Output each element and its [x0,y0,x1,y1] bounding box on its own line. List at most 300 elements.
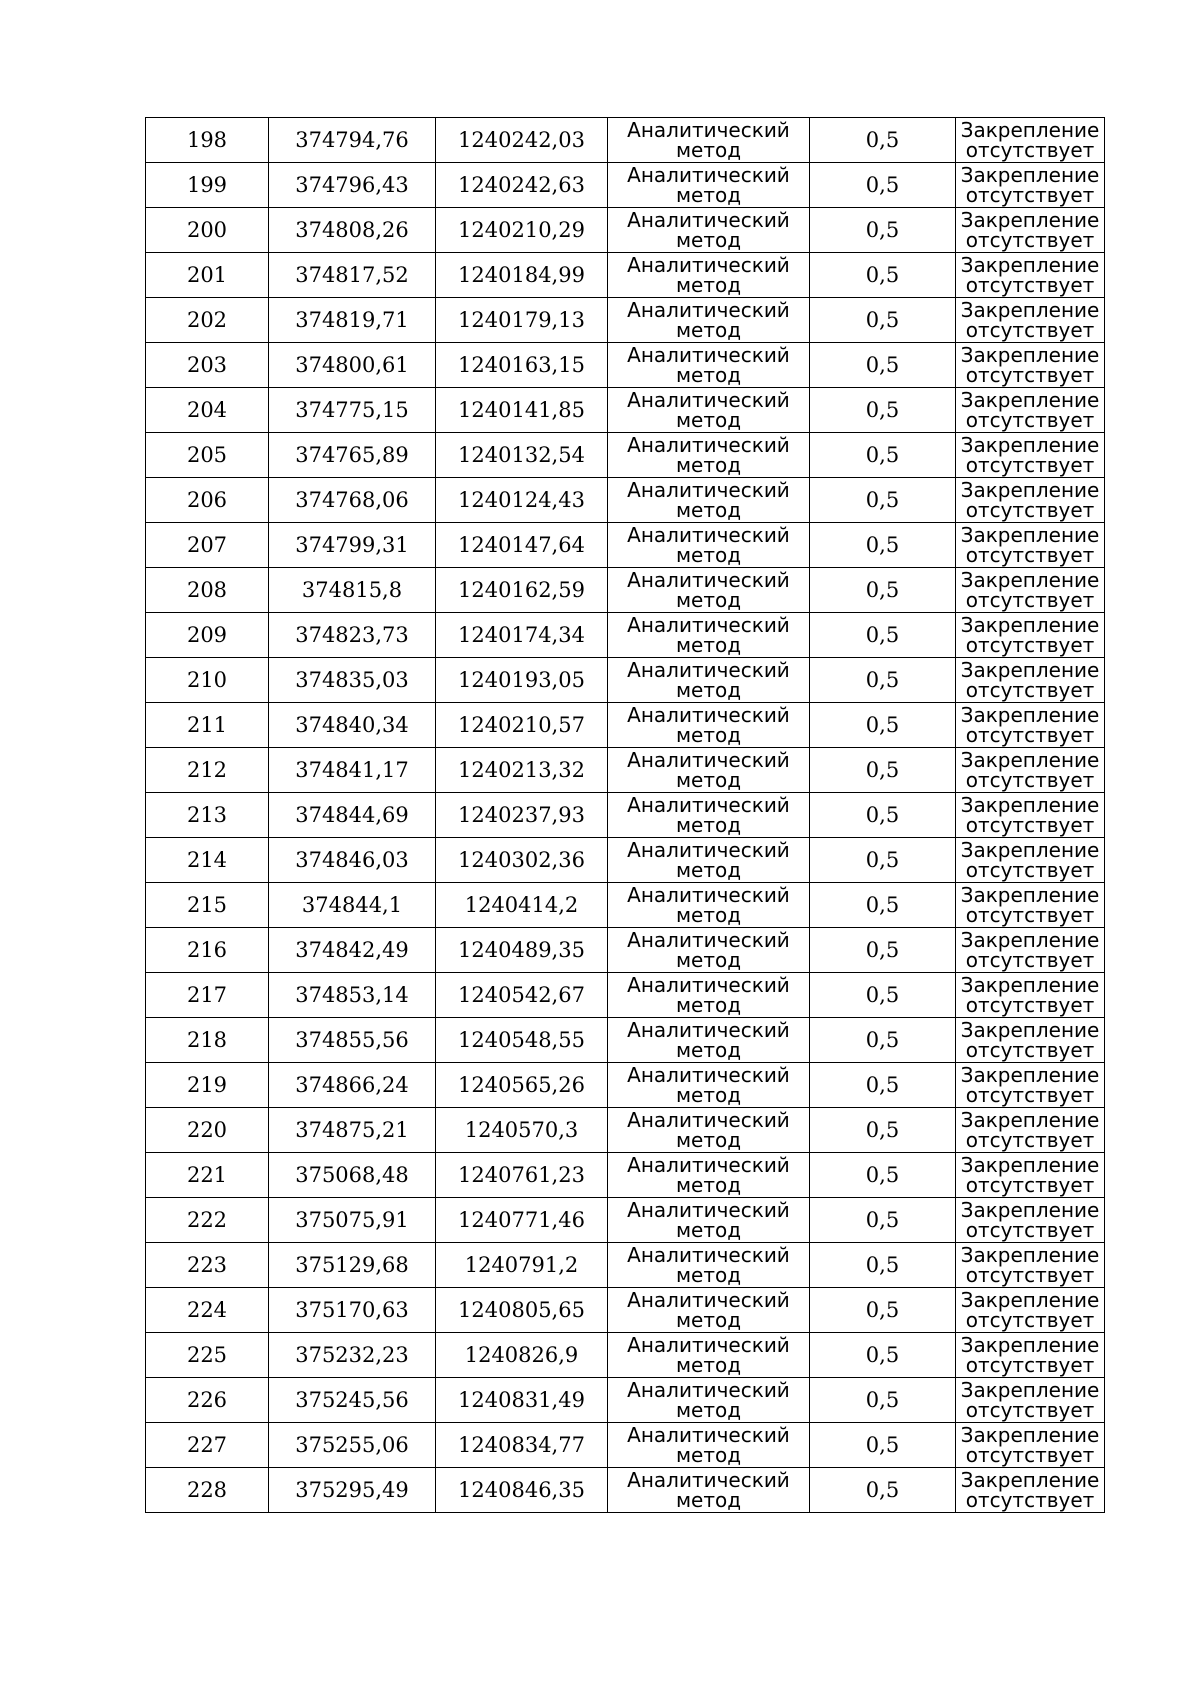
accuracy-cell: 0,5 [810,1198,956,1243]
y-coordinate-cell: 1240179,13 [436,298,608,343]
fixing-line: отсутствует [965,273,1095,297]
point-number-cell: 205 [146,433,269,478]
point-number-cell: 211 [146,703,269,748]
fixing-line: отсутствует [965,228,1095,252]
table-row [146,1198,1105,1243]
accuracy-cell: 0,5 [810,613,956,658]
x-coordinate-cell: 375295,49 [269,1468,436,1513]
method-cell [608,433,810,478]
point-number-cell: 217 [146,973,269,1018]
method-cell [608,388,810,433]
table-row [146,1108,1105,1153]
point-number-cell: 225 [146,1333,269,1378]
method-line: Аналитический [627,838,790,862]
fixing-cell [956,298,1105,343]
point-number-cell: 215 [146,883,269,928]
method-line: Аналитический [627,883,790,907]
point-number-cell: 221 [146,1153,269,1198]
fixing-line: Закрепление [960,1108,1100,1132]
fixing-line: отсутствует [965,408,1095,432]
fixing-line: Закрепление [960,208,1100,232]
accuracy-cell: 0,5 [810,793,956,838]
method-cell [608,523,810,568]
x-coordinate-cell: 374796,43 [269,163,436,208]
x-coordinate-cell: 375245,56 [269,1378,436,1423]
point-number-cell: 201 [146,253,269,298]
y-coordinate-cell: 1240826,9 [436,1333,608,1378]
y-coordinate-cell: 1240565,26 [436,1063,608,1108]
method-cell [608,838,810,883]
fixing-line: Закрепление [960,1153,1100,1177]
method-line: Аналитический [627,1378,790,1402]
fixing-cell [956,568,1105,613]
x-coordinate-cell: 374846,03 [269,838,436,883]
fixing-line: Закрепление [960,838,1100,862]
method-cell [608,793,810,838]
coordinates-table [145,117,1105,1513]
method-cell [608,973,810,1018]
fixing-cell [956,1378,1105,1423]
method-cell [608,1468,810,1513]
point-number-cell: 198 [146,118,269,163]
x-coordinate-cell: 375075,91 [269,1198,436,1243]
x-coordinate-cell: 374800,61 [269,343,436,388]
table-row [146,658,1105,703]
method-cell [608,748,810,793]
method-line: Аналитический [627,478,790,502]
fixing-cell [956,1063,1105,1108]
method-line: Аналитический [627,793,790,817]
method-line: метод [675,1263,742,1287]
method-line: метод [675,1218,742,1242]
method-line: метод [675,138,742,162]
fixing-line: Закрепление [960,343,1100,367]
point-number-cell: 220 [146,1108,269,1153]
point-number-cell: 219 [146,1063,269,1108]
fixing-line: отсутствует [965,1128,1095,1152]
fixing-line: отсутствует [965,1083,1095,1107]
fixing-line: отсутствует [965,723,1095,747]
accuracy-cell: 0,5 [810,1423,956,1468]
method-cell [608,163,810,208]
table-row [146,703,1105,748]
method-line: метод [675,1038,742,1062]
method-line: метод [675,543,742,567]
method-line: метод [675,1443,742,1467]
x-coordinate-cell: 375232,23 [269,1333,436,1378]
method-line: Аналитический [627,1333,790,1357]
method-line: Аналитический [627,343,790,367]
method-line: Аналитический [627,568,790,592]
y-coordinate-cell: 1240210,29 [436,208,608,253]
fixing-cell [956,1333,1105,1378]
fixing-line: Закрепление [960,1243,1100,1267]
method-line: метод [675,1488,742,1512]
fixing-cell [956,523,1105,568]
accuracy-cell: 0,5 [810,343,956,388]
method-line: метод [675,453,742,477]
fixing-line: отсутствует [965,1218,1095,1242]
method-line: Аналитический [627,1243,790,1267]
method-cell [608,478,810,523]
fixing-cell [956,118,1105,163]
accuracy-cell: 0,5 [810,478,956,523]
point-number-cell: 207 [146,523,269,568]
fixing-line: Закрепление [960,613,1100,637]
fixing-line: Закрепление [960,433,1100,457]
fixing-cell [956,1288,1105,1333]
method-cell [608,658,810,703]
accuracy-cell: 0,5 [810,1378,956,1423]
method-line: метод [675,678,742,702]
fixing-cell [956,1423,1105,1468]
method-line: Аналитический [627,1423,790,1447]
table-row [146,523,1105,568]
accuracy-cell: 0,5 [810,703,956,748]
table-row [146,568,1105,613]
x-coordinate-cell: 374823,73 [269,613,436,658]
method-line: метод [675,948,742,972]
table-row [146,1378,1105,1423]
method-line: метод [675,993,742,1017]
accuracy-cell: 0,5 [810,1243,956,1288]
point-number-cell: 218 [146,1018,269,1063]
fixing-cell [956,703,1105,748]
point-number-cell: 209 [146,613,269,658]
method-cell [608,1423,810,1468]
fixing-line: Закрепление [960,1468,1100,1492]
accuracy-cell: 0,5 [810,658,956,703]
table-row [146,883,1105,928]
y-coordinate-cell: 1240210,57 [436,703,608,748]
fixing-line: отсутствует [965,183,1095,207]
table-row [146,478,1105,523]
table-row [146,208,1105,253]
fixing-line: отсутствует [965,768,1095,792]
x-coordinate-cell: 374775,15 [269,388,436,433]
accuracy-cell: 0,5 [810,1468,956,1513]
fixing-line: отсутствует [965,1173,1095,1197]
table-row [146,1333,1105,1378]
method-cell [608,1018,810,1063]
fixing-line: отсутствует [965,903,1095,927]
method-cell [608,118,810,163]
method-cell [608,703,810,748]
method-line: Аналитический [627,253,790,277]
method-line: метод [675,633,742,657]
fixing-cell [956,928,1105,973]
method-cell [608,1243,810,1288]
accuracy-cell: 0,5 [810,1018,956,1063]
fixing-cell [956,838,1105,883]
method-cell [608,928,810,973]
fixing-line: отсутствует [965,543,1095,567]
table-row [146,838,1105,883]
fixing-line: Закрепление [960,478,1100,502]
accuracy-cell: 0,5 [810,883,956,928]
y-coordinate-cell: 1240162,59 [436,568,608,613]
fixing-line: Закрепление [960,793,1100,817]
point-number-cell: 200 [146,208,269,253]
x-coordinate-cell: 374817,52 [269,253,436,298]
method-line: Аналитический [627,928,790,952]
fixing-line: отсутствует [965,453,1095,477]
y-coordinate-cell: 1240184,99 [436,253,608,298]
table-row [146,793,1105,838]
method-cell [608,883,810,928]
method-cell [608,1153,810,1198]
x-coordinate-cell: 374794,76 [269,118,436,163]
accuracy-cell: 0,5 [810,388,956,433]
fixing-cell [956,748,1105,793]
fixing-cell [956,883,1105,928]
fixing-cell [956,1243,1105,1288]
fixing-line: отсутствует [965,318,1095,342]
fixing-cell [956,1018,1105,1063]
method-line: метод [675,273,742,297]
x-coordinate-cell: 375170,63 [269,1288,436,1333]
fixing-cell [956,1468,1105,1513]
fixing-line: отсутствует [965,993,1095,1017]
table-row [146,613,1105,658]
method-line: Аналитический [627,433,790,457]
method-line: Аналитический [627,748,790,772]
x-coordinate-cell: 374855,56 [269,1018,436,1063]
fixing-cell [956,1198,1105,1243]
fixing-line: отсутствует [965,858,1095,882]
method-line: метод [675,228,742,252]
method-line: Аналитический [627,298,790,322]
method-line: метод [675,903,742,927]
fixing-line: отсутствует [965,1443,1095,1467]
fixing-line: отсутствует [965,633,1095,657]
x-coordinate-cell: 374799,31 [269,523,436,568]
y-coordinate-cell: 1240570,3 [436,1108,608,1153]
fixing-line: Закрепление [960,253,1100,277]
fixing-line: Закрепление [960,568,1100,592]
fixing-line: Закрепление [960,388,1100,412]
fixing-line: Закрепление [960,163,1100,187]
point-number-cell: 226 [146,1378,269,1423]
table-row [146,1288,1105,1333]
method-line: Аналитический [627,1018,790,1042]
y-coordinate-cell: 1240548,55 [436,1018,608,1063]
y-coordinate-cell: 1240132,54 [436,433,608,478]
point-number-cell: 204 [146,388,269,433]
y-coordinate-cell: 1240147,64 [436,523,608,568]
table-row [146,298,1105,343]
point-number-cell: 203 [146,343,269,388]
y-coordinate-cell: 1240163,15 [436,343,608,388]
table-row [146,973,1105,1018]
fixing-cell [956,658,1105,703]
fixing-cell [956,793,1105,838]
accuracy-cell: 0,5 [810,1108,956,1153]
fixing-line: Закрепление [960,298,1100,322]
method-cell [608,568,810,613]
x-coordinate-cell: 374768,06 [269,478,436,523]
method-cell [608,1063,810,1108]
method-cell [608,1198,810,1243]
method-line: метод [675,723,742,747]
method-line: Аналитический [627,163,790,187]
y-coordinate-cell: 1240542,67 [436,973,608,1018]
x-coordinate-cell: 374842,49 [269,928,436,973]
table-row [146,253,1105,298]
method-line: Аналитический [627,1153,790,1177]
y-coordinate-cell: 1240771,46 [436,1198,608,1243]
point-number-cell: 224 [146,1288,269,1333]
point-number-cell: 227 [146,1423,269,1468]
method-line: метод [675,768,742,792]
method-line: Аналитический [627,1288,790,1312]
x-coordinate-cell: 374808,26 [269,208,436,253]
table-row [146,163,1105,208]
table-row [146,1423,1105,1468]
fixing-cell [956,163,1105,208]
y-coordinate-cell: 1240791,2 [436,1243,608,1288]
method-cell [608,298,810,343]
x-coordinate-cell: 374765,89 [269,433,436,478]
method-line: Аналитический [627,118,790,142]
table-row [146,1243,1105,1288]
table-row [146,433,1105,478]
method-cell [608,1333,810,1378]
point-number-cell: 222 [146,1198,269,1243]
method-line: метод [675,813,742,837]
method-cell [608,253,810,298]
x-coordinate-cell: 374875,21 [269,1108,436,1153]
fixing-cell [956,478,1105,523]
point-number-cell: 214 [146,838,269,883]
x-coordinate-cell: 374815,8 [269,568,436,613]
method-line: метод [675,363,742,387]
method-line: Аналитический [627,1063,790,1087]
method-line: Аналитический [627,613,790,637]
method-cell [608,613,810,658]
x-coordinate-cell: 375068,48 [269,1153,436,1198]
accuracy-cell: 0,5 [810,253,956,298]
fixing-line: отсутствует [965,138,1095,162]
point-number-cell: 216 [146,928,269,973]
table-row [146,928,1105,973]
fixing-line: отсутствует [965,1308,1095,1332]
fixing-cell [956,973,1105,1018]
y-coordinate-cell: 1240193,05 [436,658,608,703]
table-row [146,388,1105,433]
table-row [146,1063,1105,1108]
fixing-cell [956,613,1105,658]
x-coordinate-cell: 374835,03 [269,658,436,703]
method-line: метод [675,1398,742,1422]
method-line: метод [675,1308,742,1332]
y-coordinate-cell: 1240489,35 [436,928,608,973]
y-coordinate-cell: 1240805,65 [436,1288,608,1333]
fixing-line: Закрепление [960,883,1100,907]
fixing-line: Закрепление [960,1063,1100,1087]
fixing-line: Закрепление [960,703,1100,727]
method-line: метод [675,1083,742,1107]
method-line: метод [675,1353,742,1377]
y-coordinate-cell: 1240174,34 [436,613,608,658]
fixing-cell [956,1108,1105,1153]
accuracy-cell: 0,5 [810,568,956,613]
fixing-line: Закрепление [960,928,1100,952]
fixing-line: отсутствует [965,363,1095,387]
method-line: метод [675,183,742,207]
accuracy-cell: 0,5 [810,523,956,568]
method-line: Аналитический [627,658,790,682]
table-row [146,343,1105,388]
accuracy-cell: 0,5 [810,433,956,478]
method-line: Аналитический [627,208,790,232]
method-line: метод [675,1128,742,1152]
point-number-cell: 206 [146,478,269,523]
point-number-cell: 210 [146,658,269,703]
fixing-line: отсутствует [965,498,1095,522]
table-row [146,748,1105,793]
y-coordinate-cell: 1240242,63 [436,163,608,208]
x-coordinate-cell: 374844,1 [269,883,436,928]
x-coordinate-cell: 375255,06 [269,1423,436,1468]
table-row [146,1153,1105,1198]
fixing-line: Закрепление [960,973,1100,997]
accuracy-cell: 0,5 [810,748,956,793]
method-line: Аналитический [627,703,790,727]
x-coordinate-cell: 374853,14 [269,973,436,1018]
method-line: Аналитический [627,1468,790,1492]
fixing-cell [956,208,1105,253]
fixing-cell [956,253,1105,298]
fixing-line: Закрепление [960,523,1100,547]
y-coordinate-cell: 1240237,93 [436,793,608,838]
fixing-line: отсутствует [965,588,1095,612]
accuracy-cell: 0,5 [810,118,956,163]
method-cell [608,1288,810,1333]
method-cell [608,343,810,388]
y-coordinate-cell: 1240846,35 [436,1468,608,1513]
fixing-line: Закрепление [960,1423,1100,1447]
fixing-line: Закрепление [960,118,1100,142]
method-cell [608,208,810,253]
fixing-cell [956,343,1105,388]
x-coordinate-cell: 374844,69 [269,793,436,838]
fixing-line: отсутствует [965,1038,1095,1062]
accuracy-cell: 0,5 [810,1063,956,1108]
accuracy-cell: 0,5 [810,298,956,343]
method-line: метод [675,588,742,612]
fixing-line: отсутствует [965,1353,1095,1377]
point-number-cell: 213 [146,793,269,838]
y-coordinate-cell: 1240213,32 [436,748,608,793]
accuracy-cell: 0,5 [810,838,956,883]
y-coordinate-cell: 1240761,23 [436,1153,608,1198]
method-line: метод [675,858,742,882]
point-number-cell: 223 [146,1243,269,1288]
fixing-line: Закрепление [960,1333,1100,1357]
method-cell [608,1108,810,1153]
accuracy-cell: 0,5 [810,1153,956,1198]
fixing-line: отсутствует [965,813,1095,837]
x-coordinate-cell: 374840,34 [269,703,436,748]
method-line: Аналитический [627,1198,790,1222]
point-number-cell: 208 [146,568,269,613]
x-coordinate-cell: 374866,24 [269,1063,436,1108]
point-number-cell: 199 [146,163,269,208]
fixing-cell [956,388,1105,433]
method-line: Аналитический [627,388,790,412]
fixing-cell [956,1153,1105,1198]
